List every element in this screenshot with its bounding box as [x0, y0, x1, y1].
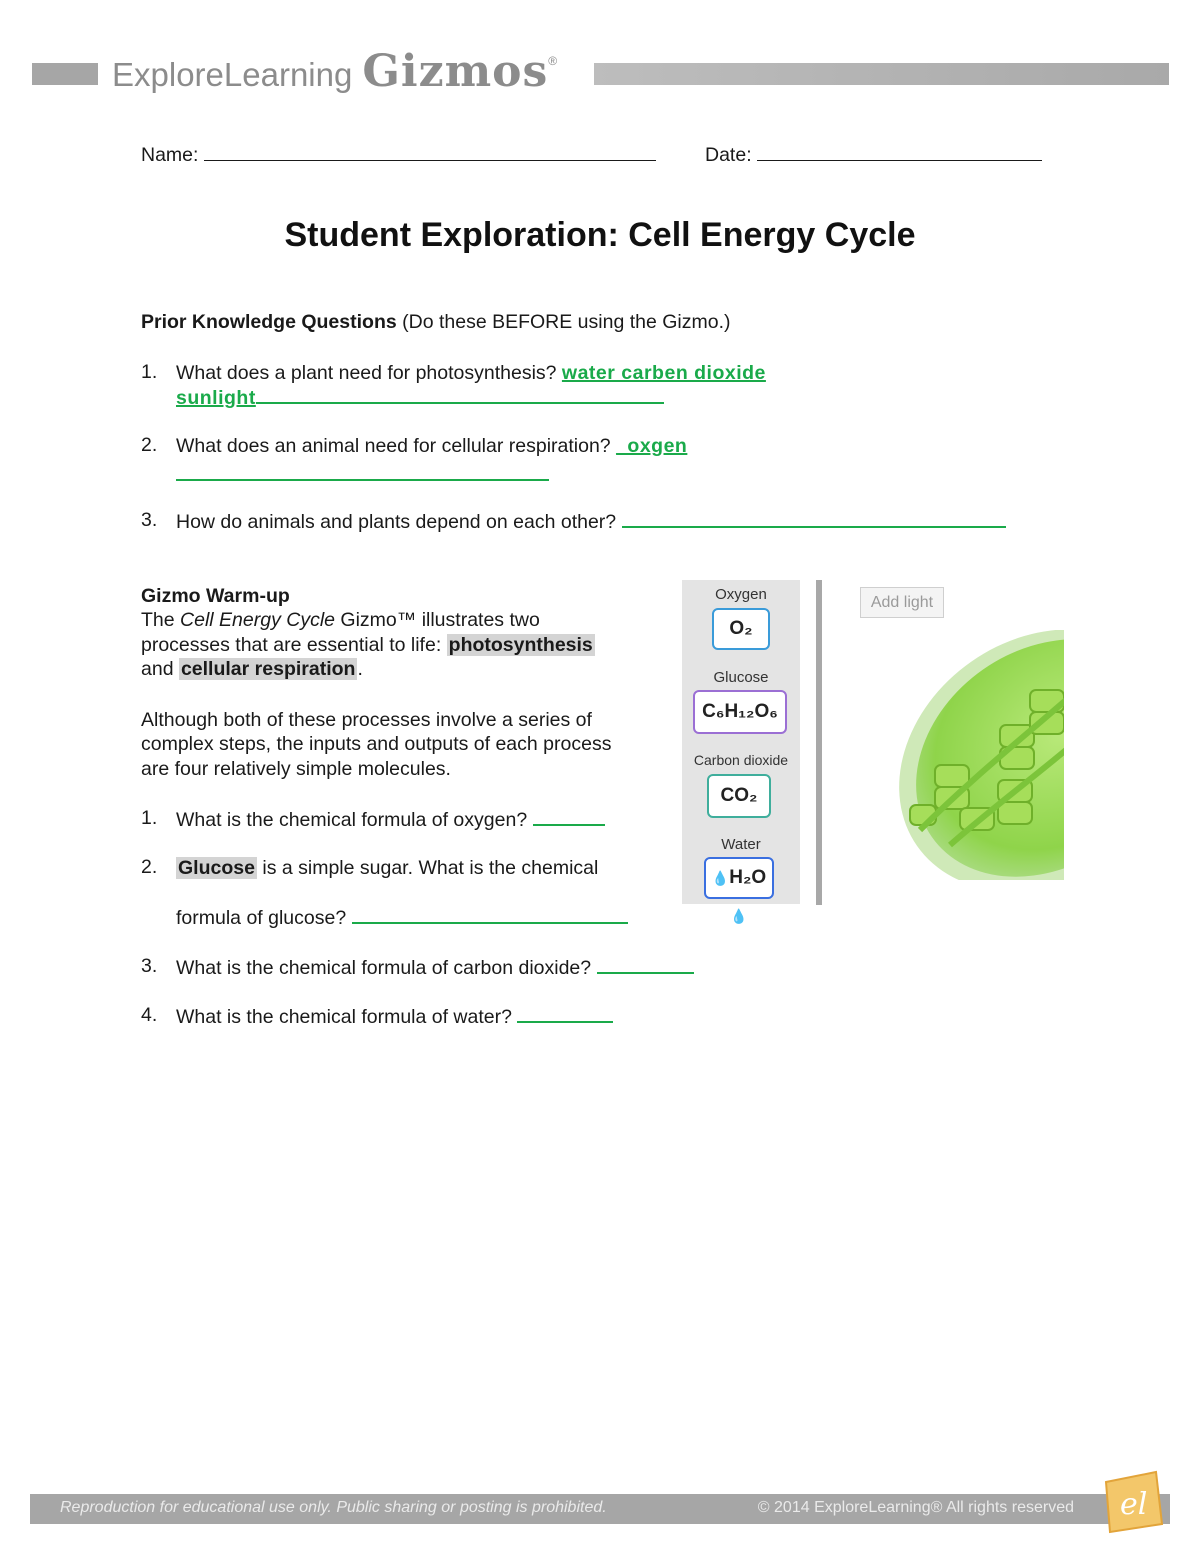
gizmo-name-italic: Cell Energy Cycle — [180, 609, 336, 631]
brand-logo — [112, 46, 557, 106]
warmup-p2-line2: complex steps, the inputs and outputs of each process — [141, 733, 612, 755]
warmup-text: processes that are essential to life: — [141, 634, 447, 656]
warmup-text: The — [141, 609, 181, 631]
name-field[interactable] — [141, 143, 656, 167]
prior-q2-number: 2. — [141, 434, 158, 456]
chloroplast-image — [880, 630, 1066, 880]
prior-q2-text: What does an animal need for cellular respiration? — [176, 435, 611, 457]
water-formula: H₂O — [729, 867, 767, 888]
explorelearning-logo-icon — [1098, 1468, 1166, 1536]
co2-molecule-tile[interactable]: CO₂ — [707, 774, 771, 818]
warmup-p2-line3: are four relatively simple molecules. — [141, 758, 451, 780]
page-title: Student Exploration: Cell Energy Cycle — [284, 216, 916, 254]
warmup-q2-text: is a simple sugar. What is the chemical — [256, 857, 599, 879]
thylakoid-stack — [998, 802, 1032, 824]
warmup-q3 — [176, 955, 694, 980]
warmup-text: . — [357, 658, 363, 680]
oxygen-molecule-tile[interactable]: O₂ — [712, 608, 770, 650]
warmup-q1-text: What is the chemical formula of oxygen? — [176, 809, 528, 831]
footer-copyright: © 2014 ExploreLearning® All rights reserved — [757, 1499, 1074, 1516]
warmup-q4-number: 4. — [141, 1004, 158, 1026]
brand-gizmos: Gizmos — [362, 46, 549, 97]
date-blank[interactable] — [757, 143, 1042, 161]
warmup-q4-text: What is the chemical formula of water? — [176, 1006, 512, 1028]
glucose-molecule-tile[interactable]: C₆H₁₂O₆ — [693, 690, 787, 734]
prior-q3-number: 3. — [141, 509, 158, 531]
glucose-label: Glucose — [713, 669, 769, 686]
prior-q1-line2[interactable] — [176, 385, 664, 410]
warmup-p1-line3 — [141, 657, 363, 681]
footer-reproduction-notice: Reproduction for educational use only. Public sharing or posting is prohibited. — [60, 1499, 607, 1516]
warmup-heading: Gizmo Warm-up — [141, 585, 290, 607]
name-label: Name: — [141, 144, 199, 166]
add-light-button[interactable]: Add light — [860, 587, 944, 618]
prior-q3-answer-blank[interactable] — [622, 509, 1006, 528]
warmup-q4-answer-blank[interactable] — [517, 1004, 613, 1023]
warmup-p1-line1 — [141, 608, 540, 632]
highlight-glucose: Glucose — [178, 857, 255, 879]
prior-heading-bold: Prior Knowledge Questions — [141, 311, 397, 333]
oxygen-label: Oxygen — [715, 586, 767, 603]
warmup-q1 — [176, 807, 605, 832]
water-molecule-tile[interactable] — [704, 857, 774, 924]
warmup-q2-answer-blank[interactable] — [352, 905, 628, 924]
warmup-q2-text2: formula of glucose? — [176, 907, 347, 929]
water-drop-icon: 💧 — [730, 908, 748, 924]
prior-q3-text: How do animals and plants depend on each other? — [176, 511, 617, 533]
warmup-q4 — [176, 1004, 613, 1029]
warmup-text: and — [141, 658, 179, 680]
date-field[interactable] — [705, 143, 1042, 167]
warmup-q2-number: 2. — [141, 856, 158, 878]
water-drop-icon: 💧 — [711, 870, 730, 886]
thylakoid-stack — [935, 765, 969, 787]
warmup-q1-number: 1. — [141, 807, 158, 829]
footer-bar — [30, 1494, 1170, 1524]
warmup-q2-line2 — [176, 905, 628, 930]
date-label: Date: — [705, 144, 752, 166]
prior-q1-answer-line1[interactable]: water carben dioxide — [561, 362, 766, 384]
prior-q3 — [176, 509, 1006, 534]
water-label: Water — [721, 836, 761, 853]
prior-knowledge-heading — [141, 310, 731, 334]
highlight-cellular-respiration: cellular respiration — [180, 658, 356, 680]
prior-q2-answer[interactable]: _oxgen — [616, 435, 688, 457]
prior-q2-answer-blank[interactable] — [176, 462, 549, 481]
svg-text:el: el — [1120, 1487, 1148, 1522]
brand-registered-mark: ® — [548, 54, 558, 68]
prior-heading-note: (Do these BEFORE using the Gizmo.) — [396, 311, 731, 333]
warmup-p1-line2 — [141, 633, 595, 657]
prior-q2 — [176, 434, 687, 458]
warmup-text: Gizmo™ illustrates two — [335, 609, 540, 631]
molecule-palette — [682, 580, 800, 924]
prior-q1 — [176, 361, 766, 385]
co2-label: Carbon dioxide — [693, 752, 789, 768]
warmup-q3-text: What is the chemical formula of carbon dioxide? — [176, 957, 592, 979]
header-bar-left — [32, 63, 98, 85]
warmup-q1-answer-blank[interactable] — [533, 807, 605, 826]
brand-explorelearning: ExploreLearning — [112, 56, 353, 93]
warmup-q3-answer-blank[interactable] — [597, 955, 694, 974]
prior-q1-number: 1. — [141, 361, 158, 383]
warmup-p2-line1: Although both of these processes involve a series of — [141, 709, 592, 731]
highlight-photosynthesis: photosynthesis — [448, 634, 593, 656]
prior-q1-text: What does a plant need for photosynthesis? — [176, 362, 557, 384]
warmup-q3-number: 3. — [141, 955, 158, 977]
prior-q1-answer-line2[interactable]: sunlight — [176, 387, 256, 409]
warmup-q2 — [176, 856, 598, 880]
header-bar-right — [594, 63, 1169, 85]
panel-divider[interactable] — [816, 580, 822, 905]
name-blank[interactable] — [204, 143, 656, 161]
prior-q1-answer-blank[interactable] — [256, 385, 664, 404]
